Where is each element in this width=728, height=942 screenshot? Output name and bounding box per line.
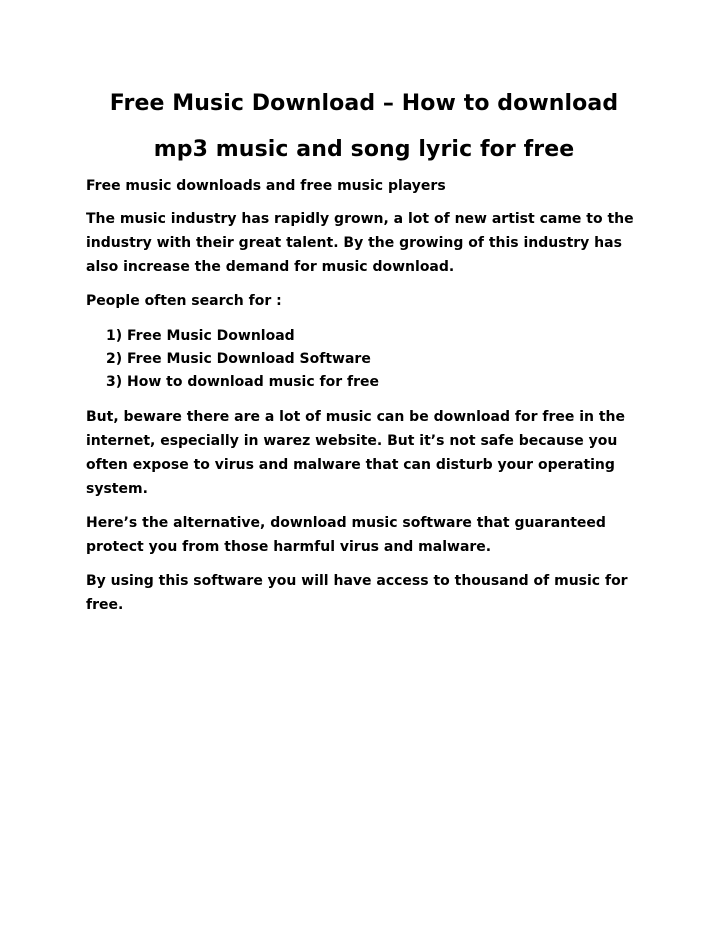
paragraph-line: industry with their great talent. By the growing of this industry has [86, 235, 622, 251]
search-intro-text: People often search for : [86, 293, 282, 309]
search-intro [86, 289, 656, 313]
title-line-1: Free Music Download – How to download [109, 91, 619, 116]
list-item: 3) How to download music for free [106, 374, 379, 390]
paragraph-line: protect you from those harmful virus and malware. [86, 539, 492, 555]
paragraph-line: By using this software you will have access to thousand of music for [86, 573, 628, 589]
paragraph-line: also increase the demand for music download. [86, 259, 455, 275]
paragraph-line: The music industry has rapidly grown, a lot of new artist came to the [86, 211, 634, 227]
paragraph-industry-growth [86, 207, 656, 279]
subheading-text: Free music downloads and free music players [86, 178, 446, 194]
document-title [60, 81, 668, 173]
paragraph-line: internet, especially in warez website. But it’s not safe because you [86, 433, 618, 449]
list-item: 1) Free Music Download [106, 328, 295, 344]
paragraph-alternative [86, 511, 656, 559]
search-list [106, 325, 379, 394]
paragraph-line: often expose to virus and malware that can disturb your operating [86, 457, 615, 473]
list-item: 2) Free Music Download Software [106, 351, 371, 367]
paragraph-line: Here’s the alternative, download music software that guaranteed [86, 515, 606, 531]
title-line-2: mp3 music and song lyric for free [153, 137, 575, 162]
subheading [86, 174, 656, 198]
paragraph-access [86, 569, 656, 617]
paragraph-line: system. [86, 481, 148, 497]
paragraph-line: But, beware there are a lot of music can be download for free in the [86, 409, 626, 425]
paragraph-line: free. [86, 597, 124, 613]
paragraph-warning [86, 405, 656, 501]
